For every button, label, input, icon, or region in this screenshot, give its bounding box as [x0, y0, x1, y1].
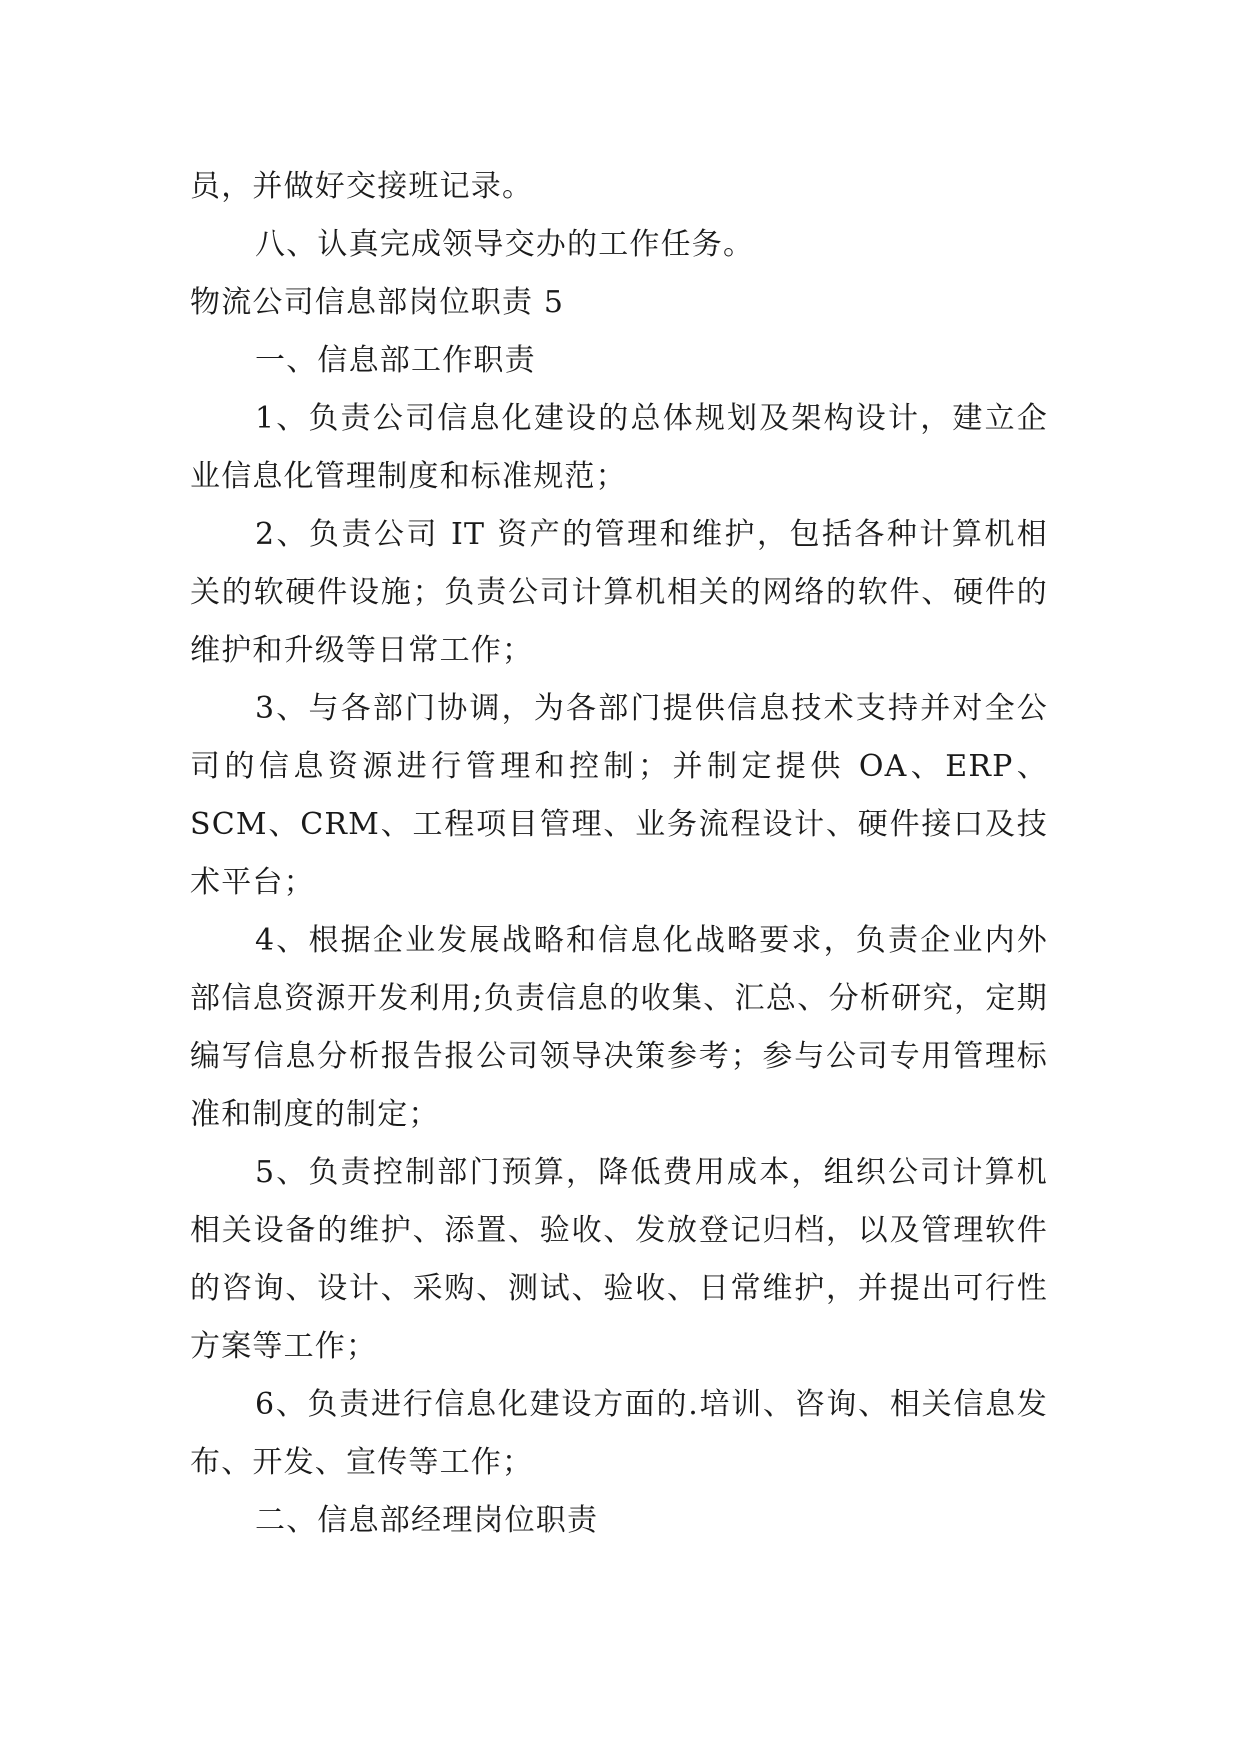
document-body	[190, 158, 1048, 1550]
section-heading: 物流公司信息部岗位职责 5	[190, 285, 565, 320]
duty-item-6: 6、负责进行信息化建设方面的.培训、咨询、相关信息发布、开发、宣传等工作；	[190, 1387, 1048, 1480]
subsection-heading-2: 二、信息部经理岗位职责	[255, 1503, 599, 1538]
duty-item-3: 3、与各部门协调，为各部门提供信息技术支持并对全公司的信息资源进行管理和控制；并制定提供 OA、ERP、SCM、CRM、工程项目管理、业务流程设计、硬件接口及技术平台；	[190, 691, 1048, 900]
duty-item-2: 2、负责公司 IT 资产的管理和维护，包括各种计算机相关的软硬件设施；负责公司计算机相关的网络的软件、硬件的维护和升级等日常工作；	[190, 517, 1048, 668]
duty-item-1: 1、负责公司信息化建设的总体规划及架构设计，建立企业信息化管理制度和标准规范；	[190, 401, 1048, 494]
duty-item-4: 4、根据企业发展战略和信息化战略要求，负责企业内外部信息资源开发利用;负责信息的收集、汇总、分析研究，定期编写信息分析报告报公司领导决策参考；参与公司专用管理标准和制度的制定；	[190, 923, 1048, 1132]
duty-item-5: 5、负责控制部门预算，降低费用成本，组织公司计算机相关设备的维护、添置、验收、发放登记归档，以及管理软件的咨询、设计、采购、测试、验收、日常维护，并提出可行性方案等工作；	[190, 1155, 1048, 1364]
paragraph-continuation: 员，并做好交接班记录。	[190, 169, 534, 204]
list-item-8: 八、认真完成领导交办的工作任务。	[255, 227, 755, 262]
subsection-heading-1: 一、信息部工作职责	[255, 343, 536, 378]
